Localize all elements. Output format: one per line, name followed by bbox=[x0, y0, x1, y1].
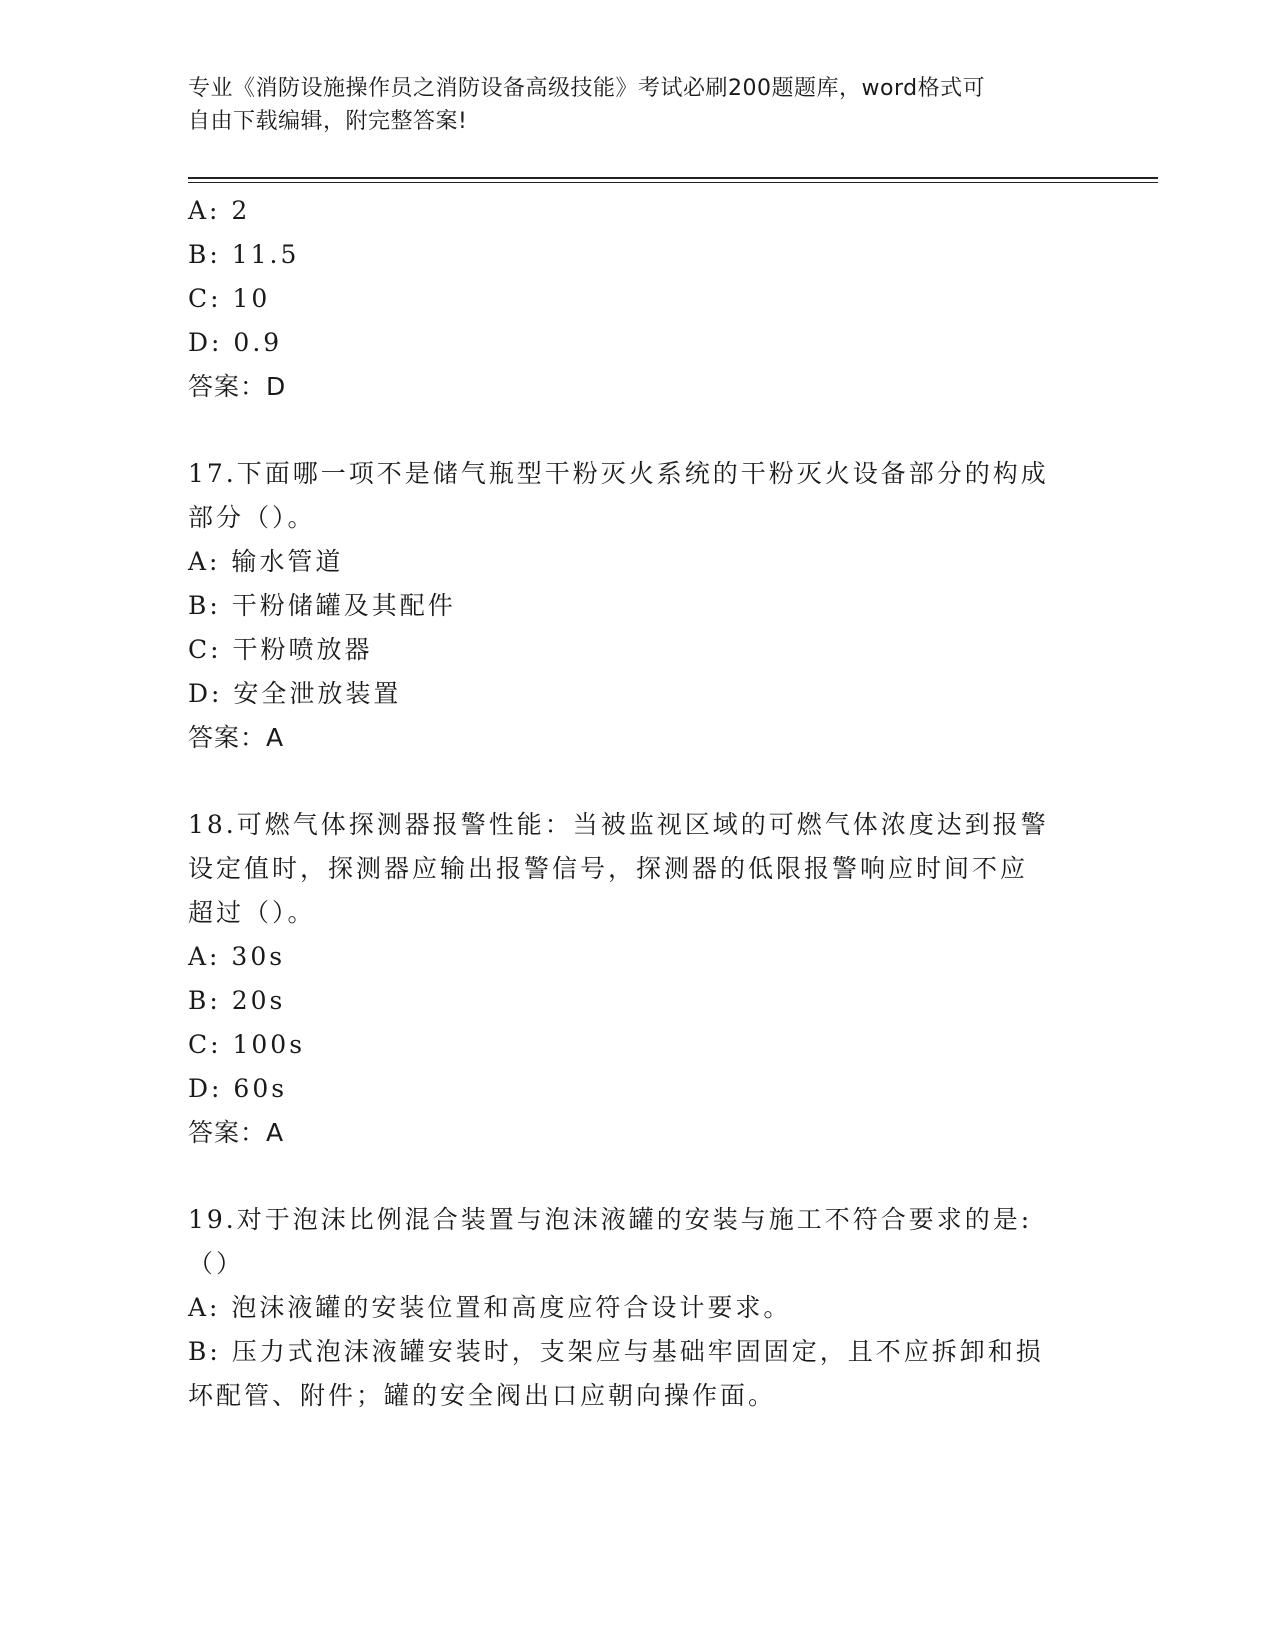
q18-option-d: D: 60s bbox=[188, 1074, 288, 1103]
q16-option-b: B: 11.5 bbox=[188, 240, 300, 269]
q16-option-c: C: 10 bbox=[188, 284, 271, 313]
q19-stem-line-2: （） bbox=[188, 1249, 245, 1278]
q19-option-b-line-2: 坏配管、附件；罐的安全阀出口应朝向操作面。 bbox=[188, 1381, 777, 1410]
q16-answer: 答案：D bbox=[188, 372, 287, 401]
q16-option-a: A: 2 bbox=[188, 196, 251, 225]
q17-answer: 答案：A bbox=[188, 723, 285, 752]
q17-stem-line-2: 部分（）。 bbox=[188, 503, 316, 532]
header-divider-thick bbox=[188, 177, 1158, 179]
q18-answer: 答案：A bbox=[188, 1118, 285, 1147]
q19-option-b-line-1: B: 压力式泡沫液罐安装时，支架应与基础牢固固定，且不应拆卸和损 bbox=[188, 1337, 1044, 1366]
q17-option-a: A: 输水管道 bbox=[188, 547, 344, 576]
header-line-2: 自由下载编辑，附完整答案! bbox=[188, 109, 468, 134]
q17-option-d: D: 安全泄放装置 bbox=[188, 679, 402, 708]
header-line-1: 专业《消防设施操作员之消防设备高级技能》考试必刷200题题库，word格式可 bbox=[188, 76, 986, 101]
header-divider-thin bbox=[188, 182, 1158, 183]
q19-option-a: A: 泡沫液罐的安装位置和高度应符合设计要求。 bbox=[188, 1293, 792, 1322]
q18-option-c: C: 100s bbox=[188, 1030, 306, 1059]
q16-option-d: D: 0.9 bbox=[188, 328, 283, 357]
q17-stem-line-1: 17.下面哪一项不是储气瓶型干粉灭火系统的干粉灭火设备部分的构成 bbox=[188, 459, 1049, 488]
q18-option-a: A: 30s bbox=[188, 942, 286, 971]
document-header bbox=[188, 72, 1078, 138]
q17-option-c: C: 干粉喷放器 bbox=[188, 635, 373, 664]
q17-option-b: B: 干粉储罐及其配件 bbox=[188, 591, 456, 620]
q18-option-b: B: 20s bbox=[188, 986, 286, 1015]
q19-stem-line-1: 19.对于泡沫比例混合装置与泡沫液罐的安装与施工不符合要求的是: bbox=[188, 1205, 1033, 1234]
q18-stem-line-3: 超过（）。 bbox=[188, 898, 316, 927]
q18-stem-line-1: 18.可燃气体探测器报警性能：当被监视区域的可燃气体浓度达到报警 bbox=[188, 810, 1049, 839]
q18-stem-line-2: 设定值时，探测器应输出报警信号，探测器的低限报警响应时间不应 bbox=[188, 854, 1029, 883]
